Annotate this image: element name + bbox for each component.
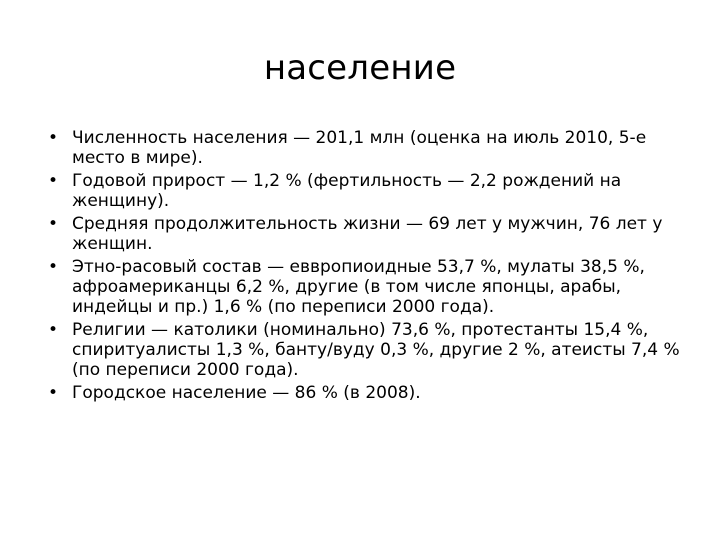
bullet-text: Средняя продолжительность жизни — 69 лет у мужчин, 76 лет у женщин. bbox=[72, 214, 663, 254]
list-item bbox=[46, 383, 686, 403]
bullet-icon: • bbox=[47, 171, 59, 191]
bullet-text: Городское население — 86 % (в 2008). bbox=[72, 383, 421, 403]
bullet-icon: • bbox=[47, 214, 59, 234]
bullet-text: Религии — католики (номинально) 73,6 %, протестанты 15,4 %, спиритуалисты 1,3 %, банту/вуду 0,3 %, другие 2 %, атеисты 7,4 % (по переписи 2000 года). bbox=[72, 320, 680, 380]
bullet-icon: • bbox=[47, 257, 59, 277]
list-item bbox=[46, 257, 686, 317]
list-item bbox=[46, 128, 686, 168]
bullet-icon: • bbox=[47, 383, 59, 403]
bullet-text: Этно-расовый состав — евврoпиоидные 53,7 %, мулаты 38,5 %, афроамериканцы 6,2 %, другие (в том числе японцы, арабы, индейцы и пр.) 1,6 % (по переписи 2000 года). bbox=[72, 257, 645, 317]
slide-title: население bbox=[263, 48, 457, 88]
list-item bbox=[46, 214, 686, 254]
bullet-list bbox=[46, 128, 686, 406]
list-item bbox=[46, 171, 686, 211]
bullet-text: Численность населения — 201,1 млн (оценка на июль 2010, 5-е место в мире). bbox=[72, 128, 647, 168]
bullet-icon: • bbox=[47, 320, 59, 340]
bullet-text: Годовой прирост — 1,2 % (фертильность — 2,2 рождений на женщину). bbox=[72, 171, 622, 211]
list-item bbox=[46, 320, 686, 380]
bullet-icon: • bbox=[47, 128, 59, 148]
